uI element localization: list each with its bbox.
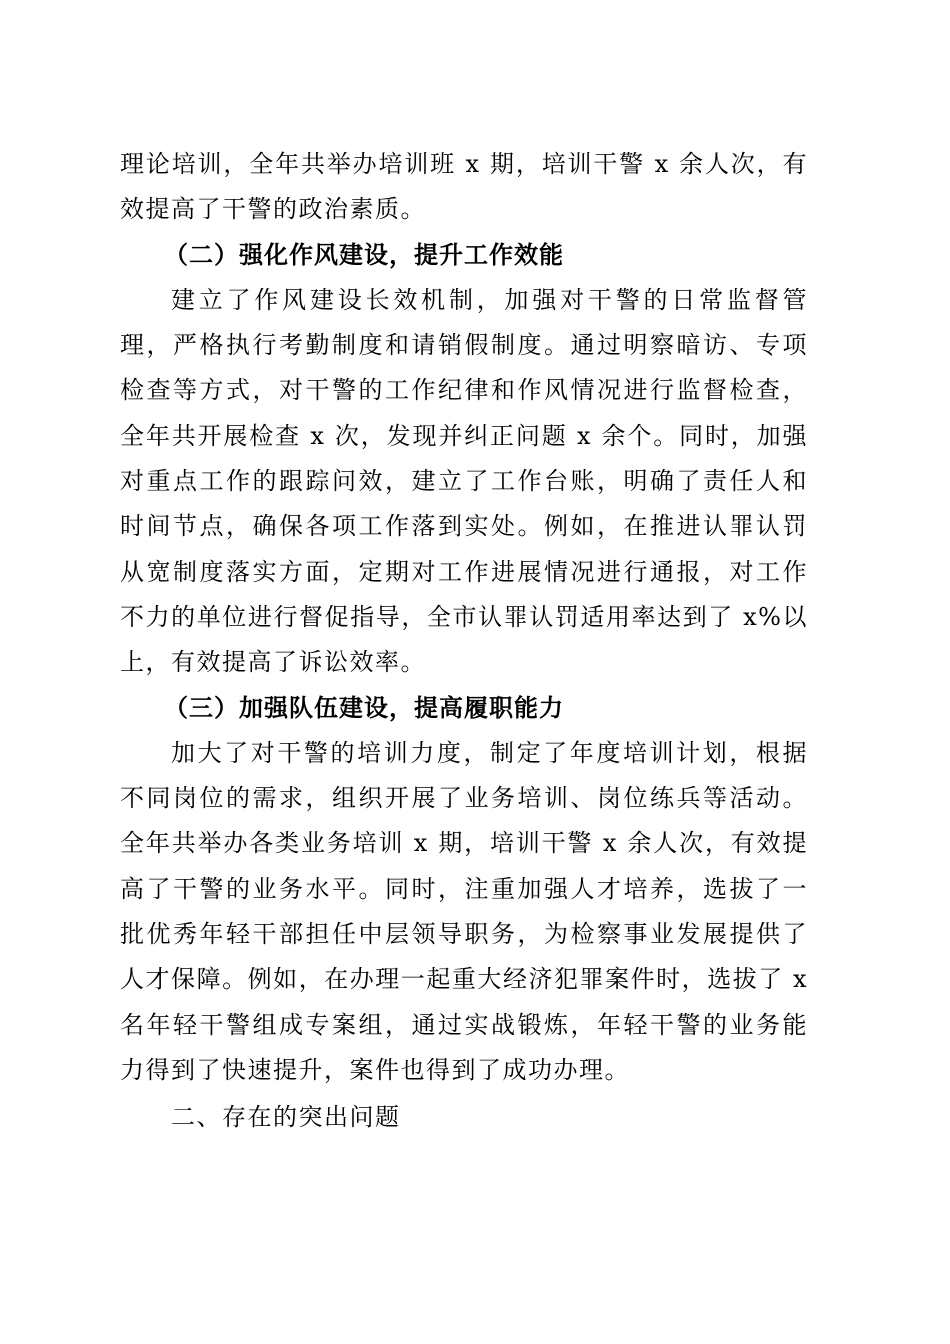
section-heading-work-style: （二）强化作风建设，提升工作效能 (164, 240, 564, 269)
paragraph-political-training-continued: 理论培训，全年共举办培训班 x 期，培训干警 x 余人次，有效提高了干警的政治素质。 (120, 150, 808, 224)
paragraph-work-style: 建立了作风建设长效机制，加强对干警的日常监督管理，严格执行考勤制度和请销假制度。通过明察暗访、专项检查等方式，对干警的工作纪律和作风情况进行监督检查，全年共开展检查 x 次，发现并纠正问题 x 余个。同时，加强对重点工作的跟踪问效，建立了工作台账，明确了责任人和时间节点，确保各项工作落到实处。例如，在推进认罪认罚从宽制度落实方面，定期对工作进展情况进行通报，对工作不力的单位进行督促指导，全市认罪认罚适用率达到了 x%以上，有效提高了诉讼效率。 (120, 285, 808, 677)
chapter-heading-problems: 二、存在的突出问题 (171, 1103, 401, 1132)
paragraph-team-building: 加大了对干警的培训力度，制定了年度培训计划，根据不同岗位的需求，组织开展了业务培训、岗位练兵等活动。全年共举办各类业务培训 x 期，培训干警 x 余人次，有效提高了干警的业务水平。同时，注重加强人才培养，选拔了一批优秀年轻干部担任中层领导职务，为检察事业发展提供了人才保障。例如，在办理一起重大经济犯罪案件时，选拔了 x 名年轻干警组成专案组，通过实战锻炼，年轻干警的业务能力得到了快速提升，案件也得到了成功办理。 (120, 738, 808, 1084)
document-body (120, 142, 808, 1141)
section-heading-team-building: （三）加强队伍建设，提高履职能力 (164, 693, 564, 722)
